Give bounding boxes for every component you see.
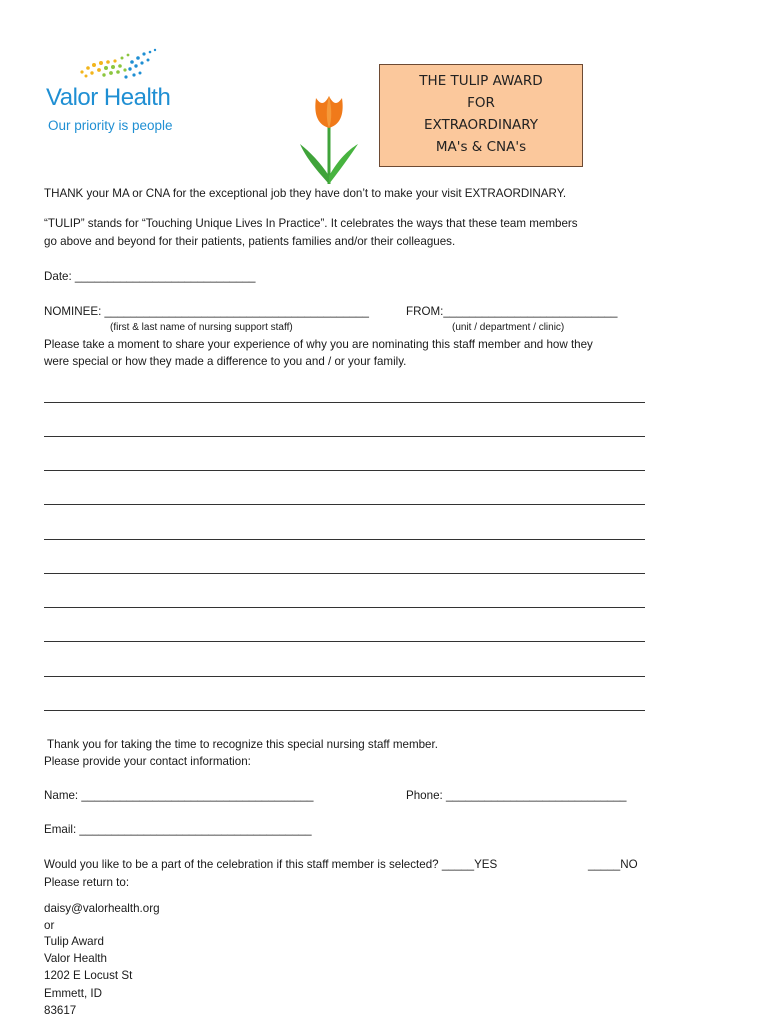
write-in-line[interactable] [44, 573, 645, 574]
award-title-line: EXTRAORDINARY [423, 117, 539, 133]
write-in-line[interactable] [44, 470, 645, 471]
logo-wordmark: Valor Health [46, 84, 171, 111]
write-in-line[interactable] [44, 607, 645, 608]
phone-field[interactable]: Phone: ____________________________ [406, 789, 627, 802]
from-field[interactable]: FROM:___________________________ [406, 305, 618, 318]
celebration-question[interactable]: Would you like to be a part of the celebration if this staff member is selected? _____YES [44, 858, 498, 871]
return-city: Emmett, ID [44, 987, 102, 1000]
nominee-field[interactable]: NOMINEE: _________________________________________ [44, 305, 369, 318]
email-field[interactable]: Email: ____________________________________ [44, 823, 312, 836]
write-in-line[interactable] [44, 676, 645, 677]
return-label: Please return to: [44, 876, 130, 889]
tulip-description-line-2: go above and beyond for their patients, patients families and/or their colleagues. [44, 235, 456, 248]
tulip-icon [296, 90, 362, 186]
return-email: daisy@valorhealth.org [44, 902, 160, 915]
award-title-box [379, 64, 583, 167]
write-in-line[interactable] [44, 436, 645, 437]
experience-prompt-line-2: were special or how they made a difference to you and / or your family. [44, 355, 407, 368]
return-org-name: Valor Health [44, 952, 107, 965]
celebration-no-option[interactable]: _____NO [588, 858, 638, 871]
return-org-line: Tulip Award [44, 935, 104, 948]
write-in-line[interactable] [44, 504, 645, 505]
write-in-line[interactable] [44, 539, 645, 540]
award-title-line: THE TULIP AWARD [419, 73, 543, 89]
write-in-line[interactable] [44, 641, 645, 642]
return-street: 1202 E Locust St [44, 969, 133, 982]
thanks-line-2: Please provide your contact information: [44, 755, 251, 768]
award-title-line: FOR [467, 95, 495, 111]
thank-text: THANK your MA or CNA for the exceptional job they have don’t to make your visit EXTRAORDINARY. [44, 187, 567, 200]
thanks-line-1: Thank you for taking the time to recognize this special nursing staff member. [47, 738, 438, 751]
write-in-line[interactable] [44, 402, 645, 403]
return-or: or [44, 919, 55, 932]
date-field[interactable]: Date: ____________________________ [44, 270, 256, 283]
write-in-line[interactable] [44, 710, 645, 711]
valor-health-logo [40, 46, 190, 141]
tulip-description-line-1: “TULIP” stands for “Touching Unique Lives In Practice”. It celebrates the ways that these team members [44, 217, 578, 230]
logo-tagline: Our priority is people [48, 118, 173, 133]
name-field[interactable]: Name: ____________________________________ [44, 789, 314, 802]
nominee-hint: (first & last name of nursing support staff) [110, 322, 293, 333]
from-hint: (unit / department / clinic) [452, 322, 565, 333]
return-zip: 83617 [44, 1004, 77, 1017]
award-title-line: MA's & CNA's [435, 139, 527, 155]
experience-prompt-line-1: Please take a moment to share your experience of why you are nominating this staff member and how they [44, 338, 593, 351]
